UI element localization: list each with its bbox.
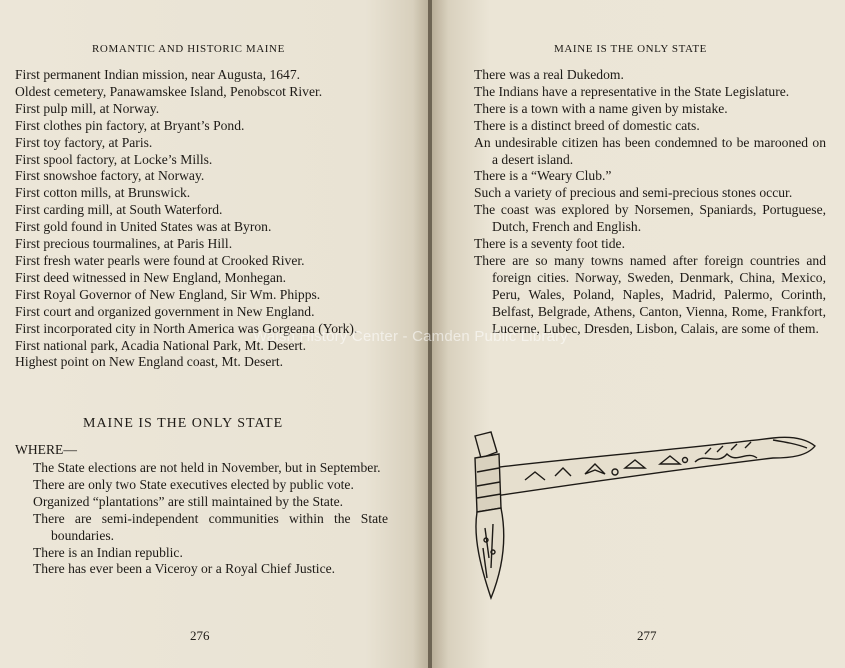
right-running-head: MAINE IS THE ONLY STATE xyxy=(554,43,707,55)
list-item: An undesirable citizen has been condemned to be marooned on a desert island. xyxy=(474,134,826,167)
list-item: First spool factory, at Locke’s Mills. xyxy=(15,151,213,167)
list-item: There is a seventy foot tide. xyxy=(474,236,625,252)
list-item: First national park, Acadia National Park, Mt. Desert. xyxy=(15,337,307,353)
section-title: MAINE IS THE ONLY STATE xyxy=(83,416,284,431)
list-item: There is a distinct breed of domestic cats. xyxy=(474,117,700,133)
page-number-right: 277 xyxy=(637,628,657,643)
list-item: First clothes pin factory, at Bryant’s Pond. xyxy=(15,117,245,133)
list-item: First Royal Governor of New England, Sir Wm. Phipps. xyxy=(15,286,321,302)
list-item: First court and organized government in New England. xyxy=(15,303,315,319)
left-running-head: ROMANTIC AND HISTORIC MAINE xyxy=(92,43,285,55)
list-item: Such a variety of precious and semi-precious stones occur. xyxy=(474,185,793,201)
list-item: First toy factory, at Paris. xyxy=(15,134,153,150)
list-item: First snowshoe factory, at Norway. xyxy=(15,168,205,184)
list-item: Organized “plantations” are still maintained by the State. xyxy=(33,493,344,509)
list-item: There is a town with a name given by mistake. xyxy=(474,100,728,116)
list-item: Oldest cemetery, Panawamskee Island, Penobscot River. xyxy=(15,83,323,99)
list-item: First gold found in United States was at Byron. xyxy=(15,219,272,235)
list-item: There has ever been a Viceroy or a Royal Chief Justice. xyxy=(33,561,336,577)
list-item: There are only two State executives elected by public vote. xyxy=(33,476,354,492)
list-item: First cotton mills, at Brunswick. xyxy=(15,185,191,201)
list-item: The coast was explored by Norsemen, Spaniards, Portuguese, Dutch, French and English. xyxy=(474,202,826,235)
list-item: The State elections are not held in November, but in September. xyxy=(33,460,381,475)
firsts-list xyxy=(15,67,410,371)
list-item: There was a real Dukedom. xyxy=(474,67,624,82)
list-item: There is a “Weary Club.” xyxy=(474,168,612,184)
list-item: First pulp mill, at Norway. xyxy=(15,100,160,116)
list-item: Highest point on New England coast, Mt. Desert. xyxy=(15,354,284,370)
list-item: First precious tourmalines, at Paris Hill. xyxy=(15,236,233,252)
list-item: There is an Indian republic. xyxy=(33,544,183,560)
list-item: There are so many towns named after foreign countries and foreign cities. Norway, Sweden, Denmark, China, Mexico, Peru, Wales, Poland, Naples, Madrid, Palermo, Corinth, Belfast, Belgrade, Athens, Canton, Vienna, Rome, Frankfort, Lucerne, Lubec, Dresden, Lisbon, Calais, are some of them. xyxy=(474,252,826,336)
list-item: First incorporated city in North America was Gorgeana (York). xyxy=(15,320,358,336)
list-item: First permanent Indian mission, near Augusta, 1647. xyxy=(15,67,301,82)
list-item: First deed witnessed in New England, Monhegan. xyxy=(15,269,287,285)
list-item: First fresh water pearls were found at Crooked River. xyxy=(15,252,305,268)
only-state-list xyxy=(474,67,826,338)
page-number-left: 276 xyxy=(190,628,210,643)
list-item: The Indians have a representative in the State Legislature. xyxy=(474,83,790,99)
library-watermark: Walsh History Center - Camden Public Library xyxy=(253,328,569,345)
list-item: First carding mill, at South Waterford. xyxy=(15,202,223,218)
where-list xyxy=(33,460,388,578)
where-label: WHERE— xyxy=(15,442,77,457)
list-item: There are semi-independent communities within the State boundaries. xyxy=(33,510,388,543)
tomahawk-illustration xyxy=(455,428,820,608)
